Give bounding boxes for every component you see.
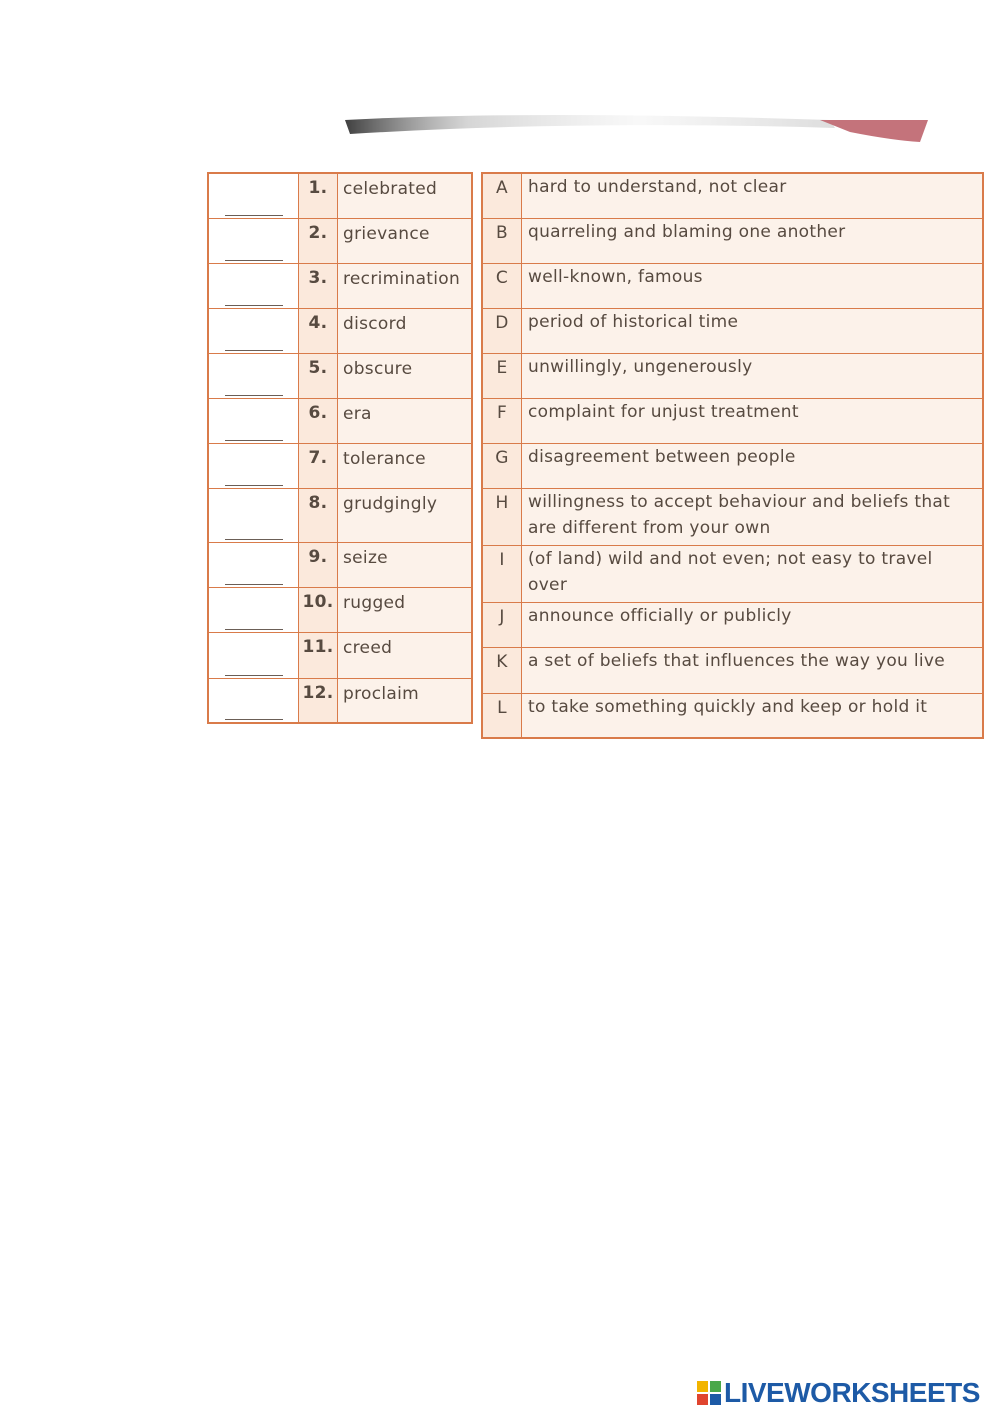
definition-row [482, 308, 983, 353]
liveworksheets-logo[interactable] [697, 1378, 980, 1408]
definition-row [482, 602, 983, 647]
answer-blank[interactable] [208, 353, 299, 398]
answer-blank[interactable] [208, 218, 299, 263]
definition-letter: F [482, 398, 522, 443]
word-row [208, 218, 472, 263]
definition-text-content: announce officially or publicly [528, 605, 792, 626]
word-row [208, 308, 472, 353]
definition-text [522, 263, 984, 308]
definition-row [482, 398, 983, 443]
definition-text [522, 602, 984, 647]
word-number: 3. [299, 263, 338, 308]
word-number: 11. [299, 632, 338, 678]
answer-blank[interactable] [208, 308, 299, 353]
definition-text-content: to take something quickly and keep or hold it [528, 696, 928, 717]
definition-letter: I [482, 545, 522, 602]
definition-text [522, 308, 984, 353]
definition-row [482, 218, 983, 263]
definition-letter: E [482, 353, 522, 398]
word-term: obscure [338, 353, 473, 398]
definition-letter: A [482, 173, 522, 218]
answer-line [225, 259, 283, 261]
answer-blank[interactable] [208, 587, 299, 632]
answer-line [225, 304, 283, 306]
definition-row [482, 263, 983, 308]
definition-text [522, 218, 984, 263]
word-term: proclaim [338, 678, 473, 723]
word-row [208, 398, 472, 443]
words-table [207, 172, 473, 724]
word-term: seize [338, 542, 473, 587]
definition-text [522, 173, 984, 218]
word-number: 9. [299, 542, 338, 587]
word-term: creed [338, 632, 473, 678]
word-number: 2. [299, 218, 338, 263]
definition-text-content: a set of beliefs that influences the way you live [528, 650, 945, 671]
definition-text-content: willingness to accept behaviour and beliefs that are different from your own [528, 491, 951, 538]
definition-row [482, 647, 983, 693]
definition-text-content: disagreement between people [528, 446, 796, 467]
definition-text-content: unwillingly, ungenerously [528, 356, 753, 377]
word-number: 10. [299, 587, 338, 632]
decorative-banner [330, 112, 930, 146]
word-row [208, 587, 472, 632]
word-number: 4. [299, 308, 338, 353]
definition-letter: H [482, 488, 522, 545]
answer-line [225, 674, 283, 676]
definitions-table [481, 172, 984, 739]
word-number: 7. [299, 443, 338, 488]
definition-row [482, 353, 983, 398]
definition-row [482, 173, 983, 218]
definition-text-content: period of historical time [528, 311, 739, 332]
definition-text [522, 647, 984, 693]
word-row [208, 488, 472, 542]
answer-line [225, 394, 283, 396]
word-term: era [338, 398, 473, 443]
definition-text [522, 545, 984, 602]
answer-line [225, 628, 283, 630]
definition-text [522, 353, 984, 398]
word-term: discord [338, 308, 473, 353]
word-number: 1. [299, 173, 338, 218]
answer-line [225, 718, 283, 720]
answer-blank[interactable] [208, 542, 299, 587]
word-row [208, 632, 472, 678]
definition-text-content: complaint for unjust treatment [528, 401, 799, 422]
definition-letter: J [482, 602, 522, 647]
definition-text [522, 488, 984, 545]
logo-text: LIVEWORKSHEETS [724, 1377, 980, 1408]
answer-line [225, 214, 283, 216]
definition-letter: K [482, 647, 522, 693]
definition-letter: B [482, 218, 522, 263]
word-term: recrimination [338, 263, 473, 308]
word-row [208, 678, 472, 723]
answer-blank[interactable] [208, 443, 299, 488]
definition-letter: L [482, 693, 522, 738]
definition-text [522, 443, 984, 488]
answer-blank[interactable] [208, 173, 299, 218]
definition-row [482, 443, 983, 488]
word-term: tolerance [338, 443, 473, 488]
definition-text [522, 693, 984, 738]
answer-line [225, 583, 283, 585]
definition-letter: G [482, 443, 522, 488]
liveworksheets-logo-icon [697, 1381, 721, 1405]
answer-line [225, 484, 283, 486]
definition-letter: C [482, 263, 522, 308]
word-row [208, 263, 472, 308]
answer-blank[interactable] [208, 488, 299, 542]
definition-row [482, 545, 983, 602]
word-term: grudgingly [338, 488, 473, 542]
answer-line [225, 439, 283, 441]
word-row [208, 542, 472, 587]
word-row [208, 173, 472, 218]
definition-row [482, 693, 983, 738]
definition-text-content: well-known, famous [528, 266, 703, 287]
answer-blank[interactable] [208, 398, 299, 443]
answer-blank[interactable] [208, 632, 299, 678]
answer-line [225, 349, 283, 351]
word-number: 5. [299, 353, 338, 398]
definition-row [482, 488, 983, 545]
word-number: 8. [299, 488, 338, 542]
definition-text-content: hard to understand, not clear [528, 177, 787, 197]
answer-blank[interactable] [208, 263, 299, 308]
word-term: celebrated [338, 173, 473, 218]
word-row [208, 353, 472, 398]
definition-text-content: quarreling and blaming one another [528, 221, 846, 242]
answer-blank[interactable] [208, 678, 299, 723]
definition-text-content: (of land) wild and not even; not easy to travel over [528, 548, 933, 595]
word-term: grievance [338, 218, 473, 263]
word-row [208, 443, 472, 488]
definition-letter: D [482, 308, 522, 353]
word-number: 6. [299, 398, 338, 443]
word-number: 12. [299, 678, 338, 723]
word-term: rugged [338, 587, 473, 632]
definition-text [522, 398, 984, 443]
answer-line [225, 538, 283, 540]
